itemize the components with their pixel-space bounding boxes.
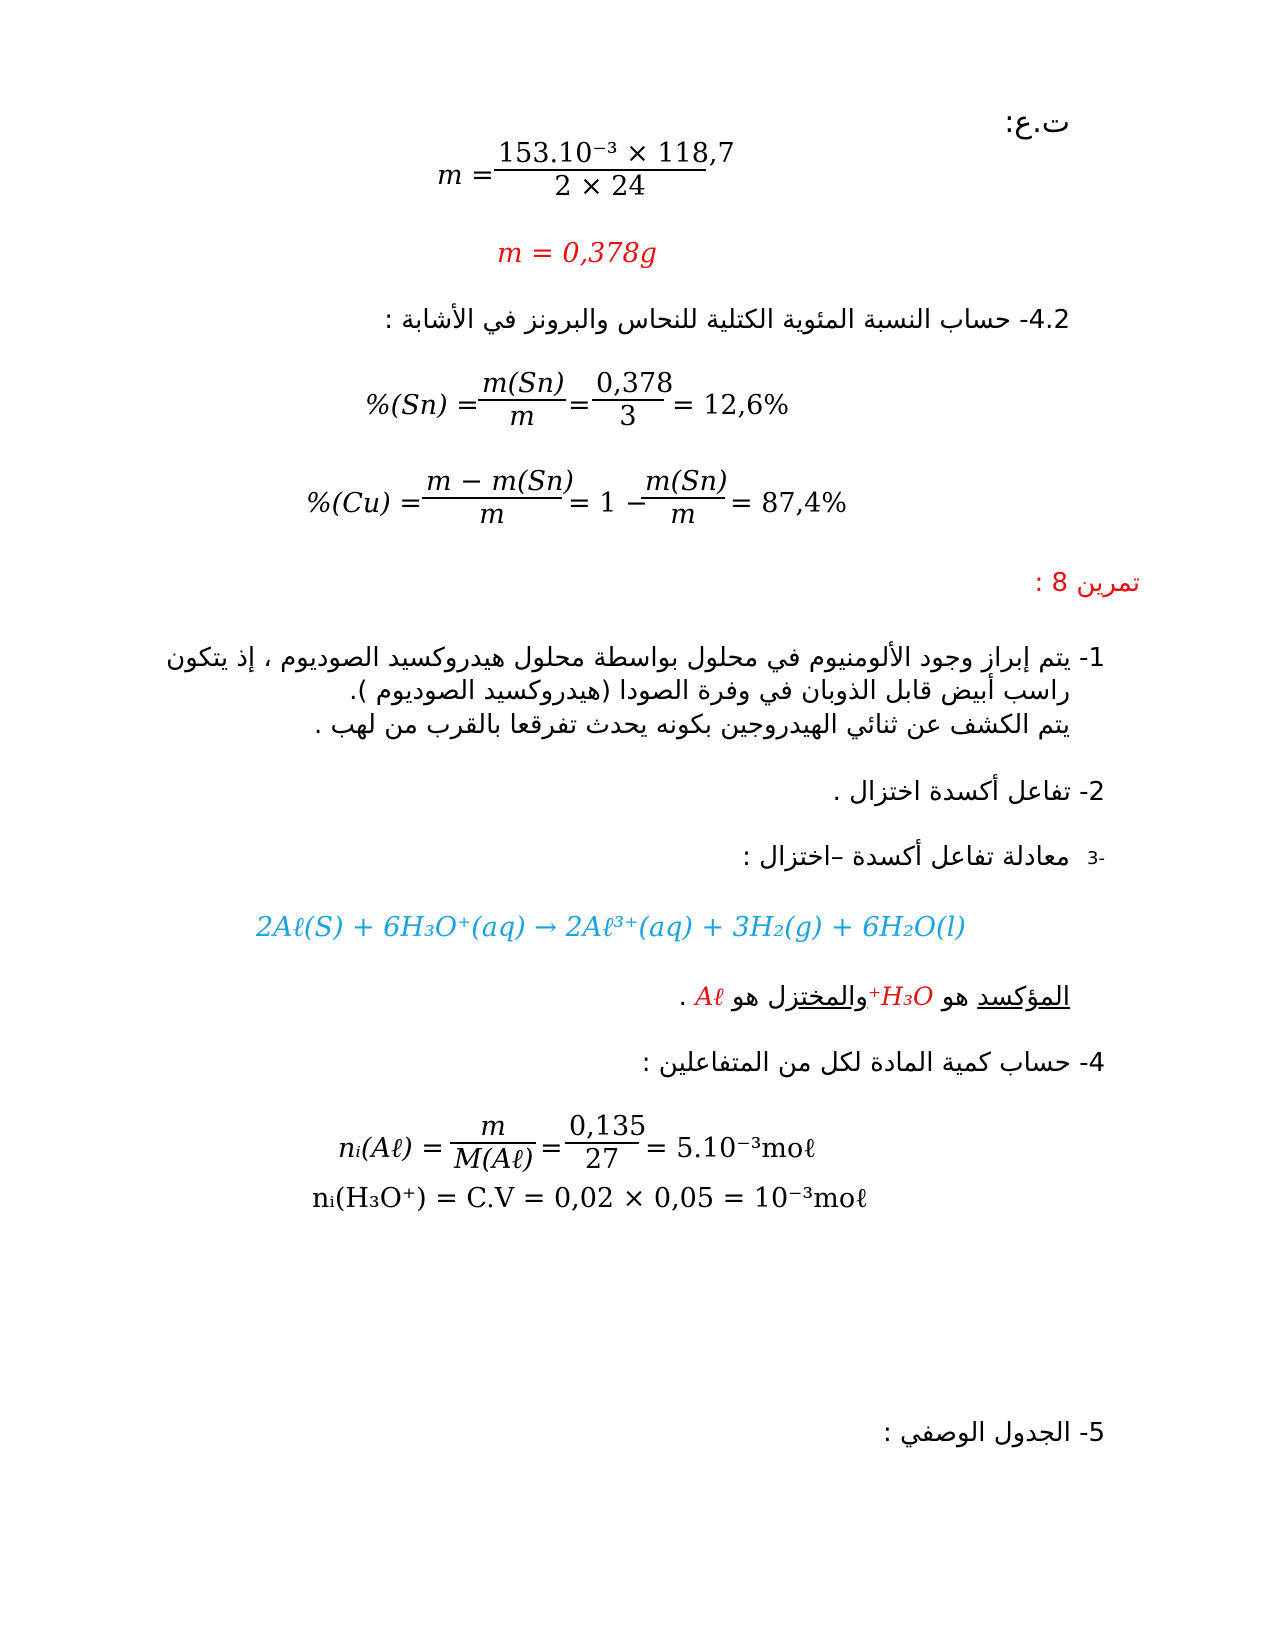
n-al-equal: = bbox=[540, 1133, 563, 1164]
sn-result: = 12,6% bbox=[672, 390, 789, 421]
oxidant-is: هو bbox=[941, 982, 969, 1012]
cu-f1-num: m − m(Sn) bbox=[426, 466, 574, 497]
q4-text: 4- حساب كمية المادة لكل من المتفاعلين : bbox=[641, 1048, 1105, 1078]
sn-f1-num: m(Sn) bbox=[482, 368, 565, 399]
m-denominator: 2 × 24 bbox=[554, 171, 646, 202]
sn-f1-den: m bbox=[509, 401, 535, 432]
n-al-fraction-1 bbox=[450, 1111, 536, 1175]
n-al-f1-num: m bbox=[480, 1111, 506, 1142]
sn-lhs: %(Sn) = bbox=[365, 390, 479, 421]
end-dot: . bbox=[678, 982, 687, 1012]
oxidant-line bbox=[679, 982, 1070, 1012]
q5-text: 5- الجدول الوصفي : bbox=[883, 1418, 1105, 1448]
ta-label: ت.ع: bbox=[1004, 105, 1070, 140]
oxidant-species: H₃O⁺ bbox=[867, 982, 934, 1011]
redox-equation: 2Aℓ(S) + 6H₃O⁺(aq) → 2Aℓ³⁺(aq) + 3H₂(g) + 6H₂O(l) bbox=[256, 912, 966, 943]
sn-f2-num: 0,378 bbox=[596, 368, 674, 399]
n-al-lhs: nᵢ(Aℓ) = bbox=[338, 1133, 444, 1164]
n-al-result: = 5.10⁻³moℓ bbox=[645, 1133, 817, 1164]
q1-line-1: 1- يتم إبراز وجود الألومنيوم في محلول بواسطة محلول هيدروكسيد الصوديوم ، إذ يتكون bbox=[166, 643, 1105, 673]
cu-mid: = 1 − bbox=[568, 488, 648, 519]
sn-f2-den: 3 bbox=[619, 401, 637, 432]
cu-fraction-1 bbox=[422, 466, 574, 530]
n-al-f2-den: 27 bbox=[584, 1144, 620, 1175]
section-4-2-title: 4.2- حساب النسبة المئوية الكتلية للنحاس والبرونز في الأشابة : bbox=[384, 305, 1070, 335]
reductant-word: والمختزل bbox=[767, 982, 868, 1012]
q1-line-2: راسب أبيض قابل الذوبان في وفرة الصودا (هيدروكسيد الصوديوم ). bbox=[349, 676, 1070, 706]
cu-f1-den: m bbox=[479, 499, 505, 530]
n-al-fraction-2 bbox=[565, 1111, 647, 1175]
reductant-is: هو bbox=[731, 982, 760, 1012]
sn-fraction-1 bbox=[478, 368, 566, 432]
cu-fraction-2 bbox=[641, 466, 728, 530]
m-result: m = 0,378g bbox=[497, 238, 657, 269]
n-al-f1-den: M(Aℓ) bbox=[454, 1144, 534, 1175]
q3-text: معادلة تفاعل أكسدة –اختزال : bbox=[742, 842, 1070, 872]
reductant-species: Aℓ bbox=[695, 982, 724, 1011]
m-fraction bbox=[494, 138, 735, 202]
cu-f2-den: m bbox=[670, 499, 696, 530]
q2-text: 2- تفاعل أكسدة اختزال . bbox=[832, 777, 1105, 807]
n-al-f2-num: 0,135 bbox=[569, 1111, 647, 1142]
cu-result: = 87,4% bbox=[730, 488, 847, 519]
cu-lhs: %(Cu) = bbox=[306, 488, 422, 519]
sn-equal: = bbox=[568, 390, 591, 421]
m-lhs: m = bbox=[437, 160, 494, 191]
sn-fraction-2 bbox=[592, 368, 674, 432]
m-numerator: 153.10⁻³ × 118,7 bbox=[498, 138, 735, 169]
oxidant-word: المؤكسد bbox=[977, 982, 1070, 1012]
exercise-title: تمرين 8 : bbox=[1034, 568, 1140, 598]
cu-f2-num: m(Sn) bbox=[645, 466, 728, 497]
n-h3o-line: nᵢ(H₃O⁺) = C.V = 0,02 × 0,05 = 10⁻³moℓ bbox=[312, 1183, 869, 1214]
q3-number: 3- bbox=[1087, 848, 1105, 869]
q1-line-3: يتم الكشف عن ثنائي الهيدروجين بكونه يحدث تفرقعا بالقرب من لهب . bbox=[313, 710, 1070, 740]
